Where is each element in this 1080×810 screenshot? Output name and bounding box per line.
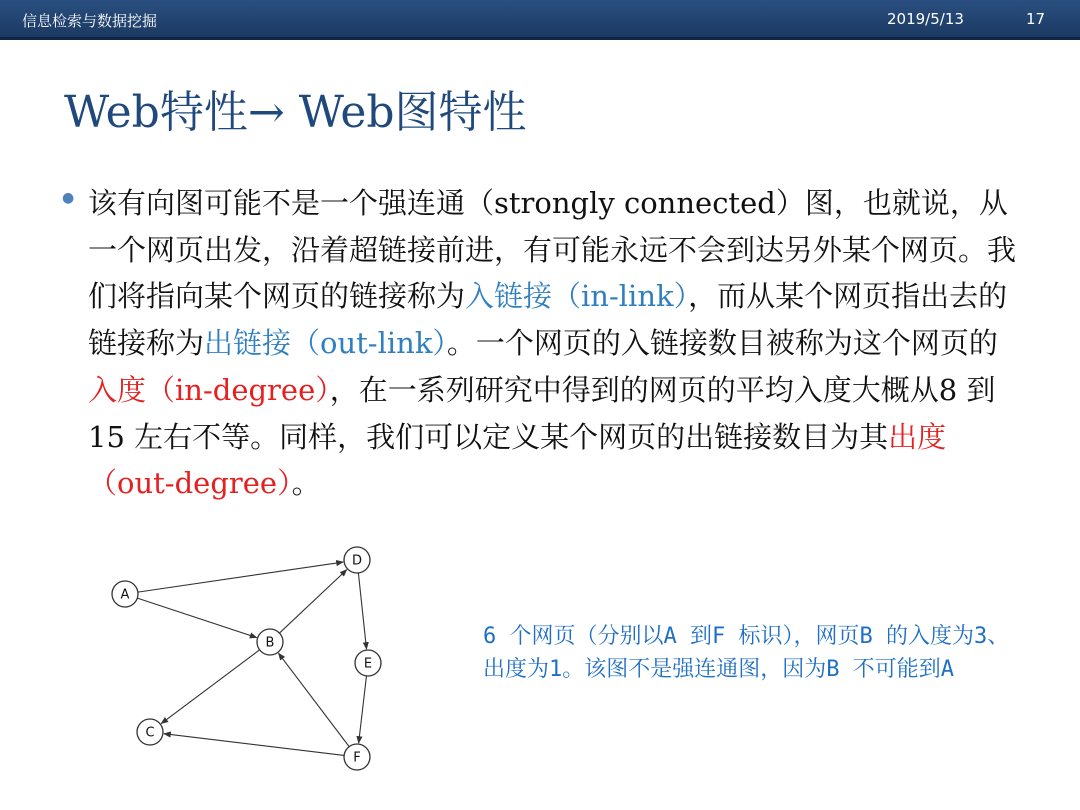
slide-title: Web特性→ Web图特性: [64, 87, 527, 138]
edge-b-d: [279, 570, 346, 633]
node-e: [355, 650, 381, 676]
body-text-5: 。: [291, 466, 321, 501]
body-text-3: 。一个网页的入链接数目被称为这个网页的: [446, 326, 998, 361]
page-number: 17: [1026, 10, 1046, 28]
header-bar: [0, 0, 1080, 40]
diagram-caption: 6 个网页（分别以A 到F 标识），网页B 的入度为3、出度为1。该图不是强连通图，因为B 不可能到A: [483, 624, 1010, 682]
node-a: [112, 581, 138, 607]
edge-b-c: [161, 650, 259, 724]
node-label: C: [145, 725, 155, 741]
edge-f-b: [278, 653, 349, 746]
term-out-link: 出链接（out-link）: [204, 326, 447, 361]
body-text-1: 该有向图可能不是一个强连通（strongly connected）图，也就说，从一个网页出发，沿着超链接前进，有可能永远不会到达另外某个网页。我们将指向某个网页的链接称为: [88, 186, 1017, 314]
edge-d-e: [358, 573, 366, 649]
body-text-2: ，而从某个网页指出去的链接称为: [88, 279, 1008, 361]
course-title: 信息检索与数据挖掘: [22, 12, 158, 30]
node-label: D: [351, 553, 363, 569]
bullet-icon: ●: [62, 190, 75, 206]
node-label: A: [120, 587, 130, 603]
node-c: [137, 719, 163, 745]
slide-date: 2019/5/13: [887, 10, 964, 28]
term-in-degree: 入度（in-degree）: [88, 372, 330, 407]
node-label: F: [353, 750, 361, 766]
graph-nodes: [112, 547, 381, 770]
node-label: B: [265, 635, 275, 651]
term-out-degree: 出度（out-degree）: [88, 419, 947, 501]
term-in-link: 入链接（in-link）: [465, 279, 689, 314]
edge-a-d: [138, 562, 343, 592]
node-d: [344, 547, 370, 573]
body-paragraph: [88, 180, 1023, 507]
edge-e-f: [359, 676, 367, 743]
node-label: E: [363, 656, 373, 672]
node-f: [344, 744, 370, 770]
node-b: [257, 629, 283, 655]
edge-a-b: [137, 598, 256, 638]
edge-f-c: [164, 734, 344, 756]
directed-graph-diagram: [100, 540, 390, 775]
graph-edges: [137, 562, 366, 755]
body-text-4: ，在一系列研究中得到的网页的平均入度大概从8 到15 左右不等。同样，我们可以定义某个网页的出链接数目为其: [88, 372, 996, 454]
